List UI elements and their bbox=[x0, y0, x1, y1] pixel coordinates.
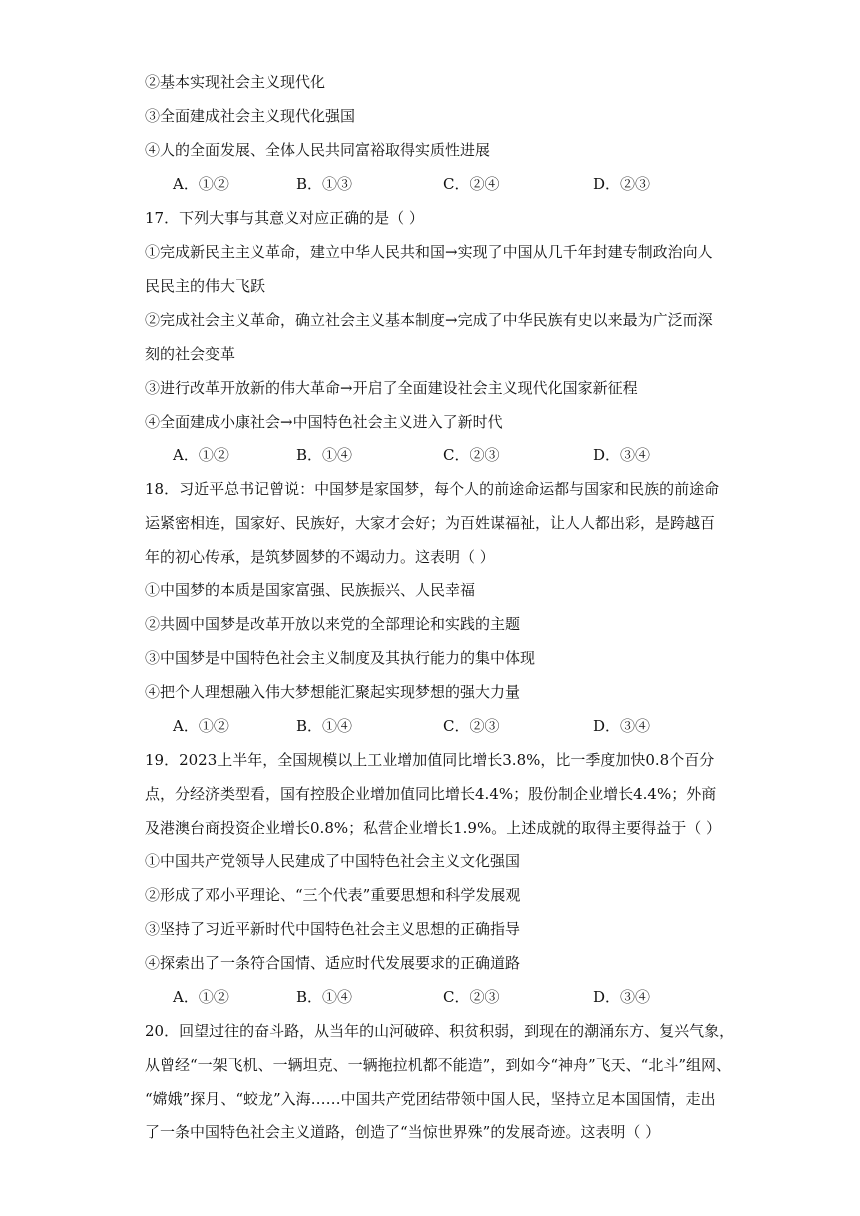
question-19-item: ③坚持了习近平新时代中国特色社会主义思想的正确指导 bbox=[145, 920, 521, 938]
question-18-item: ①中国梦的本质是国家富强、民族振兴、人民幸福 bbox=[145, 581, 476, 599]
question-17-item: ④全面建成小康社会→中国特色社会主义进入了新时代 bbox=[145, 413, 503, 431]
option-line: ③全面建成社会主义现代化强国 bbox=[145, 107, 356, 125]
choice-a[interactable]: A．①② bbox=[173, 175, 229, 193]
question-20-stem: 20．回望过往的奋斗路，从当年的山河破碎、积贫积弱，到现在的潮涌东方、复兴气象， bbox=[145, 1022, 735, 1040]
question-17-item: 民民主的伟大飞跃 bbox=[145, 277, 266, 295]
choice-a[interactable]: A．①② bbox=[173, 446, 229, 464]
choice-b[interactable]: B．①④ bbox=[296, 717, 353, 735]
question-19-stem: 点，分经济类型看，国有控股企业增加值同比增长4.4%；股份制企业增长4.4%；外商 bbox=[145, 785, 717, 803]
question-19-stem: 及港澳台商投资企业增长0.8%；私营企业增长1.9%。上述成就的取得主要得益于（ ） bbox=[145, 819, 721, 837]
option-line: ②基本实现社会主义现代化 bbox=[145, 73, 326, 91]
question-17-item: ②完成社会主义革命，确立社会主义基本制度→完成了中华民族有史以来最为广泛而深 bbox=[145, 311, 713, 329]
question-18-item: ③中国梦是中国特色社会主义制度及其执行能力的集中体现 bbox=[145, 649, 536, 667]
choice-d[interactable]: D．③④ bbox=[593, 988, 651, 1006]
choice-c[interactable]: C．②③ bbox=[443, 446, 500, 464]
choice-c[interactable]: C．②④ bbox=[443, 175, 500, 193]
question-18-item: ④把个人理想融入伟大梦想能汇聚起实现梦想的强大力量 bbox=[145, 683, 521, 701]
question-17-item: ①完成新民主主义革命，建立中华人民共和国→实现了中国从几千年封建专制政治向人 bbox=[145, 243, 713, 261]
question-17-stem: 17．下列大事与其意义对应正确的是（ ） bbox=[145, 209, 424, 227]
question-18-stem: 18．习近平总书记曾说：中国梦是家国梦，每个人的前途命运都与国家和民族的前途命 bbox=[145, 480, 720, 498]
question-17-item: 刻的社会变革 bbox=[145, 345, 236, 363]
choice-a[interactable]: A．①② bbox=[173, 988, 229, 1006]
question-20-stem: “嫦娥”探月、“蛟龙”入海……中国共产党团结带领中国人民，坚持立足本国国情，走出 bbox=[145, 1090, 716, 1108]
question-18-item: ②共圆中国梦是改革开放以来党的全部理论和实践的主题 bbox=[145, 615, 521, 633]
choice-b[interactable]: B．①③ bbox=[296, 175, 353, 193]
question-19-item: ②形成了邓小平理论、“三个代表”重要思想和科学发展观 bbox=[145, 886, 521, 904]
question-18-stem: 年的初心传承，是筑梦圆梦的不竭动力。这表明（ ） bbox=[145, 548, 495, 566]
question-19-item: ①中国共产党领导人民建成了中国特色社会主义文化强国 bbox=[145, 852, 521, 870]
choice-c[interactable]: C．②③ bbox=[443, 988, 500, 1006]
question-20-stem: 了一条中国特色社会主义道路，创造了“当惊世界殊”的发展奇迹。这表明（ ） bbox=[145, 1123, 661, 1141]
question-17-item: ③进行改革开放新的伟大革命→开启了全面建设社会主义现代化国家新征程 bbox=[145, 379, 638, 397]
choice-d[interactable]: D．②③ bbox=[593, 175, 651, 193]
question-18-stem: 运紧密相连，国家好、民族好，大家才会好；为百姓谋福祉，让人人都出彩，是跨越百 bbox=[145, 514, 716, 532]
question-19-item: ④探索出了一条符合国情、适应时代发展要求的正确道路 bbox=[145, 954, 521, 972]
option-line: ④人的全面发展、全体人民共同富裕取得实质性进展 bbox=[145, 141, 491, 159]
question-19-stem: 19．2023上半年，全国规模以上工业增加值同比增长3.8%，比一季度加快0.8个百分 bbox=[145, 751, 715, 769]
choice-b[interactable]: B．①④ bbox=[296, 446, 353, 464]
choice-d[interactable]: D．③④ bbox=[593, 446, 651, 464]
choice-a[interactable]: A．①② bbox=[173, 717, 229, 735]
choice-b[interactable]: B．①④ bbox=[296, 988, 353, 1006]
question-20-stem: 从曾经“一架飞机、一辆坦克、一辆拖拉机都不能造”，到如今“神舟”飞天、“北斗”组网、 bbox=[145, 1056, 732, 1074]
choice-c[interactable]: C．②③ bbox=[443, 717, 500, 735]
choice-d[interactable]: D．③④ bbox=[593, 717, 651, 735]
